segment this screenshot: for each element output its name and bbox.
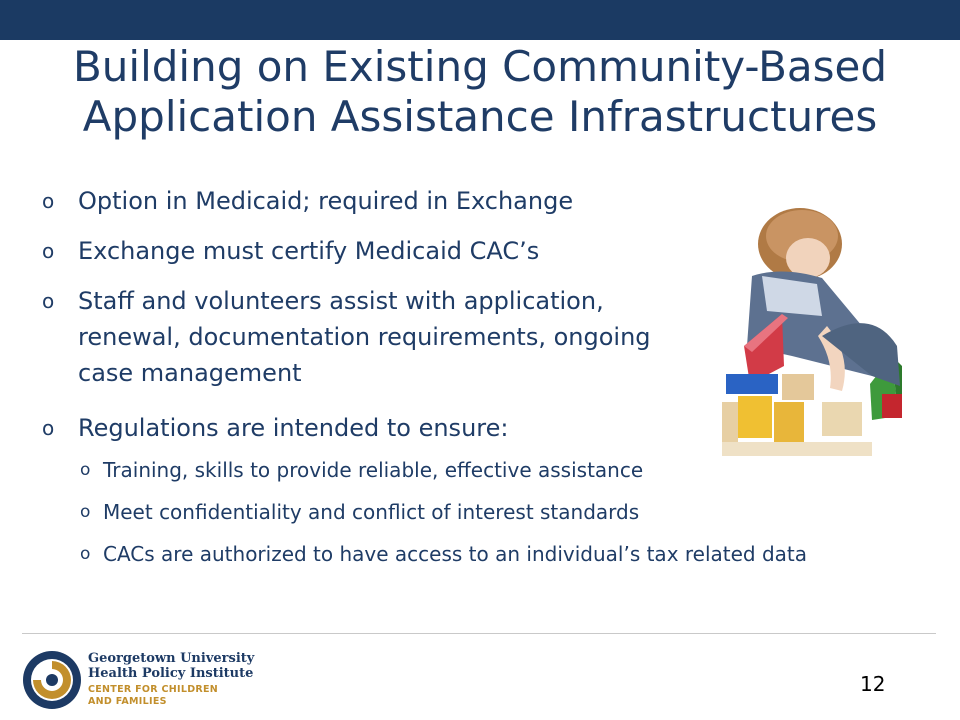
georgetown-logo	[20, 648, 260, 712]
logo-line-center: CENTER FOR CHILDREN	[88, 684, 219, 695]
sub-bullet-marker-icon: o	[80, 460, 91, 480]
logo-line-families: AND FAMILIES	[88, 696, 167, 707]
sub-bullet-text: Meet confidentiality and conflict of interest standards	[103, 500, 640, 524]
bullet-marker-icon: o	[42, 189, 55, 213]
bullet-text: Staff and volunteers assist with application, renewal, documentation requirements, ongoing case management	[78, 287, 651, 387]
logo-line-university: Georgetown University	[88, 651, 255, 666]
footer-divider	[22, 633, 936, 634]
bullet-text: Exchange must certify Medicaid CAC’s	[78, 237, 540, 265]
bullet-marker-icon: o	[42, 239, 55, 263]
georgetown-circle-logo-icon	[20, 648, 84, 712]
sub-bullet-text: Training, skills to provide reliable, effective assistance	[103, 458, 644, 482]
bullet-marker-icon: o	[42, 416, 55, 440]
top-banner-bar	[0, 0, 960, 40]
bullet-marker-icon: o	[42, 289, 55, 313]
logo-line-institute: Health Policy Institute	[88, 666, 254, 681]
bullet-text: Regulations are intended to ensure:	[78, 414, 509, 442]
sub-bullet-text: CACs are authorized to have access to an individual’s tax related data	[103, 542, 808, 566]
bullet-text: Option in Medicaid; required in Exchange	[78, 187, 574, 215]
slide-title: Building on Existing Community-Based Application Assistance Infrastructures	[72, 42, 888, 141]
slide-page-number: 12	[860, 672, 886, 696]
child-blocks-photo-icon	[722, 206, 902, 456]
logo-text-block	[88, 651, 254, 708]
sub-bullet-marker-icon: o	[80, 502, 91, 522]
sub-bullet-marker-icon: o	[80, 544, 91, 564]
